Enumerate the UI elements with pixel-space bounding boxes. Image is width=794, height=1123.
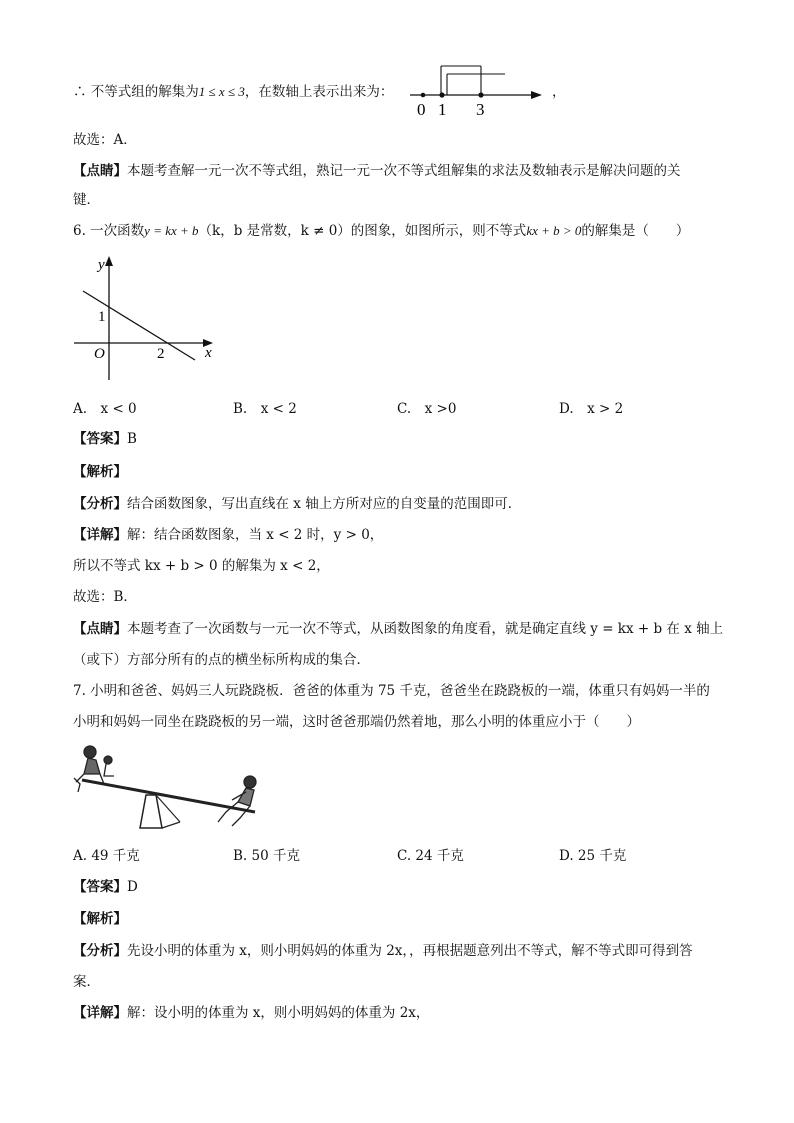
point-0 — [421, 93, 426, 98]
q6-choose: 故选：B． — [73, 589, 137, 605]
q7-option-d: D. 25 千克 — [559, 848, 627, 864]
point-3 — [478, 92, 483, 97]
dianjing-text: 本题考查解一元一次不等式组，熟记一元一次不等式组解集的求法及数轴表示是解决问题的关 — [127, 163, 681, 179]
q7-fenxi-line1 — [73, 941, 693, 961]
q7-detail-tag: 【详解】 — [73, 1005, 127, 1021]
father-figure — [218, 776, 256, 826]
y-axis-arrow — [105, 256, 113, 266]
q6-stem-mid: （k，b 是常数，k ≠ 0）的图象，如图所示，则不等式 — [198, 223, 527, 239]
point-1 — [439, 92, 444, 97]
fulcrum-shade-2 — [162, 822, 180, 828]
dianjing-tag: 【点睛】 — [73, 163, 127, 179]
q7-stem-line2: 小明和妈妈一同坐在跷跷板的另一端，这时爸爸那端仍然着地，那么小明的体重应小于（ ） — [73, 714, 640, 730]
q6-option-d: D. x > 2 — [559, 401, 624, 417]
dianjing-1-line1 — [73, 161, 681, 181]
solution-line — [73, 82, 393, 102]
q7-option-b: B. 50 千克 — [233, 848, 300, 864]
q7-detail: 解：设小明的体重为 x，则小明妈妈的体重为 2x， — [127, 1005, 430, 1021]
q7-answer-line — [73, 877, 138, 897]
q6-option-a: A. x < 0 — [73, 401, 137, 417]
origin-label: O — [94, 346, 105, 362]
q7-option-c: C. 24 千克 — [397, 848, 464, 864]
seesaw-fulcrum — [140, 795, 162, 828]
seesaw-plank — [82, 780, 255, 812]
q6-detail-line — [73, 525, 383, 545]
solution-interval: 1 ≤ x ≤ 3 — [198, 84, 245, 99]
q6-answer-line — [73, 429, 137, 449]
seesaw-illustration — [70, 740, 270, 835]
q6-option-c: C. x >0 — [397, 401, 457, 417]
q6-dianjing-tag: 【点睛】 — [73, 621, 127, 637]
y-label: y — [98, 257, 105, 273]
q7-option-a: A. 49 千克 — [73, 848, 140, 864]
q6-analysis-tag — [73, 462, 127, 482]
label-3: 3 — [476, 100, 485, 119]
q6-fenxi-line — [73, 494, 521, 514]
q7-fenxi-text: 先设小明的体重为 x，则小明妈妈的体重为 2x，，再根据题意列出不等式，解不等式即可得到答 — [127, 943, 693, 959]
q6-stem-pre: 6. 一次函数 — [73, 223, 145, 239]
q6-fenxi-tag: 【分析】 — [73, 496, 127, 512]
q7-stem-line1: 7. 小明和爸爸、妈妈三人玩跷跷板．爸爸的体重为 75 千克，爸爸坐在跷跷板的一端，体重只有妈妈一半的 — [73, 683, 710, 699]
q6-stem — [73, 221, 689, 241]
q7-answer-tag: 【答案】 — [73, 879, 127, 895]
x-label: x — [205, 345, 212, 361]
x-intercept-label: 2 — [157, 346, 165, 362]
q6-conclusion: 所以不等式 kx + b > 0 的解集为 x < 2， — [73, 558, 330, 574]
q6-detail: 解：结合函数图象，当 x < 2 时，y > 0， — [127, 527, 384, 543]
q7-detail-line — [73, 1003, 429, 1023]
q7-fenxi-line2: 案． — [73, 974, 100, 990]
q6-analysis-label: 【解析】 — [73, 464, 127, 480]
q7-answer: D — [127, 879, 138, 895]
label-1: 1 — [438, 100, 447, 119]
y-intercept-label: 1 — [98, 309, 106, 325]
dianjing-1-line2: 键． — [73, 192, 100, 208]
q6-answer: B — [127, 431, 137, 447]
solution-prefix: ∴ 不等式组的解集为 — [73, 84, 199, 100]
q6-answer-tag: 【答案】 — [73, 431, 127, 447]
q6-dianjing-line2: （或下）方部分所有的点的横坐标所构成的集合． — [73, 652, 370, 668]
solution-mid: ，在数轴上表示出来为： — [244, 84, 394, 100]
solution-end: ， — [552, 84, 566, 100]
q6-option-b: B. x < 2 — [233, 401, 297, 417]
q6-fenxi: 结合函数图象，写出直线在 x 轴上方所对应的自变量的范围即可． — [127, 496, 522, 512]
q6-dianjing-text: 本题考查了一次函数与一元一次不等式，从函数图象的角度看，就是确定直线 y = kx + b 在 x 轴上 — [127, 621, 724, 637]
q6-ineq: kx + b > 0 — [526, 223, 582, 238]
q6-detail-tag: 【详解】 — [73, 527, 127, 543]
q6-func: y = kx + b — [144, 223, 199, 238]
q6-dianjing-line1 — [73, 619, 723, 639]
q7-analysis-label: 【解析】 — [73, 911, 127, 927]
q7-fenxi-tag: 【分析】 — [73, 943, 127, 959]
number-line-arrow — [531, 91, 542, 99]
number-line-figure — [405, 60, 550, 120]
choose-a: 故选：A． — [73, 132, 137, 148]
q6-stem-post: 的解集是（ ） — [581, 223, 690, 239]
label-0: 0 — [417, 100, 426, 119]
q7-analysis-tag — [73, 909, 127, 929]
q6-graph — [70, 252, 225, 387]
